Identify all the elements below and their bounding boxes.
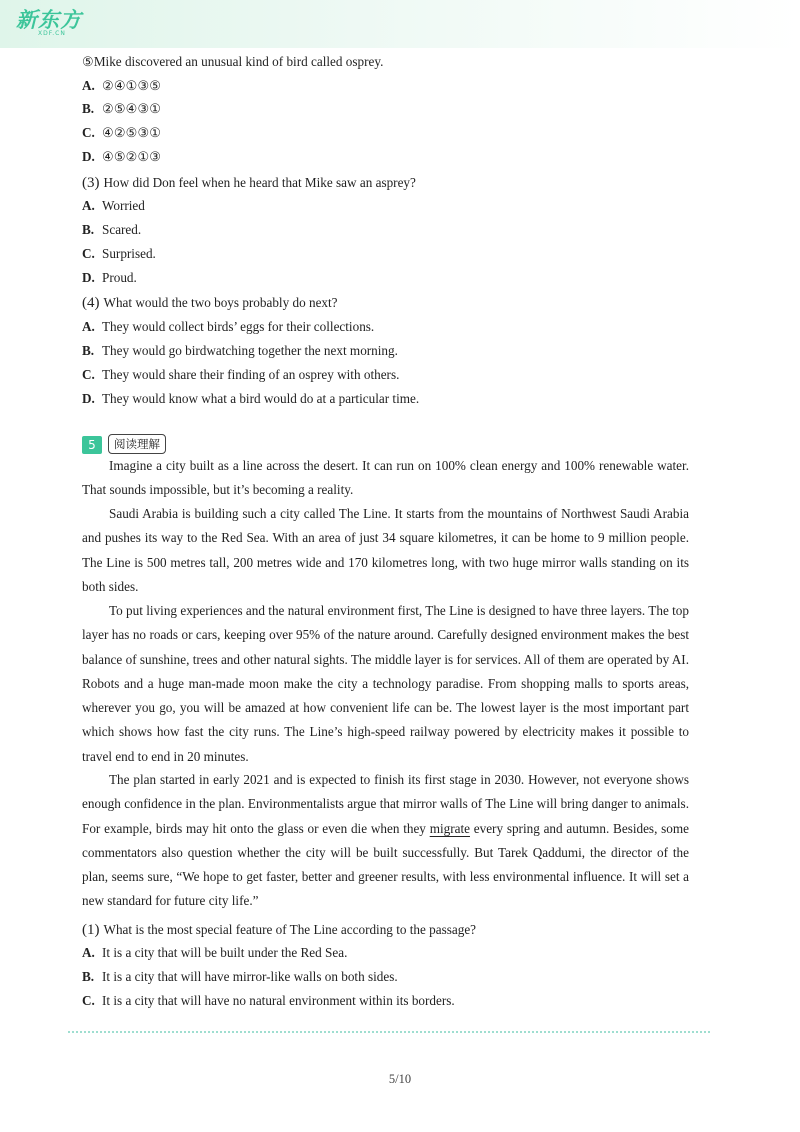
option-letter: D. (82, 149, 95, 164)
option-text: ④②⑤③① (102, 125, 162, 140)
section-type-tag: 阅读理解 (108, 434, 166, 454)
paragraph-text: The plan started in early 2021 and is expected to finish its first stage in 2030. However, not everyone shows enough confidence in the plan. Environmentalists argue that mirror walls of The Line will bring danger to animals. For example, birds may hit onto the glass or even die when they (82, 772, 689, 836)
option-letter: B. (82, 222, 95, 237)
option-letter: B. (82, 101, 95, 116)
question-text: How did Don feel when he heard that Mike saw an asprey? (103, 175, 416, 190)
option-letter: A. (82, 198, 95, 213)
footer-divider (68, 1031, 710, 1033)
question-3 (82, 174, 416, 192)
option-text: They would know what a bird would do at a particular time. (102, 391, 420, 406)
option-letter: A. (82, 319, 95, 334)
option-text: It is a city that will have no natural environment within its borders. (102, 993, 455, 1008)
option-text: Scared. (102, 222, 142, 237)
option-letter: C. (82, 993, 95, 1008)
q4-option-c (82, 366, 399, 384)
prev-option-a (82, 77, 161, 95)
option-letter: D. (82, 270, 95, 285)
prev-option-c (82, 124, 161, 142)
option-text: ④⑤②①③ (102, 149, 162, 164)
passage-paragraph-3: To put living experiences and the natural environment first, The Line is designed to have three layers. The top layer has no roads or cars, keeping over 95% of the nature around. Carefully designed environment makes the best balance of sunshine, trees and other natural sights. The middle layer is for services. All of them are operated by AI. Robots and a huge man-made moon make the city a technology paradise. From shopping malls to sports areas, wherever you go, you will be amazed at how convenient life can be. The lowest layer is the most important part which shows how fast the city runs. The Line’s high-speed railway powered by electricity makes it possible to travel end to end in 20 minutes. (82, 603, 689, 764)
q4-option-a (82, 318, 374, 336)
option-text: It is a city that will have mirror-like walls on both sides. (102, 969, 398, 984)
header-band (0, 0, 800, 48)
passage-paragraph-2: Saudi Arabia is building such a city called The Line. It starts from the mountains of Northwest Saudi Arabia and pushes its way to the Red Sea. With an area of just 34 square kilometres, it can be home to 9 million people. The Line is 500 metres tall, 200 metres wide and 170 kilometres long, with two huge mirror walls standing on its both sides. (82, 506, 689, 594)
question-number: (4) (82, 295, 100, 311)
option-text: Worried (102, 198, 145, 213)
question-number: (3) (82, 175, 100, 191)
question-text: What is the most special feature of The Line according to the passage? (103, 922, 477, 937)
q3-option-d (82, 269, 137, 287)
brand-logo (16, 8, 106, 42)
logo-main-text: 新东方 (16, 8, 82, 32)
statement-5: ⑤Mike discovered an unusual kind of bird called osprey. (82, 54, 384, 69)
option-text: Surprised. (102, 246, 156, 261)
option-text: They would collect birds’ eggs for their collections. (102, 319, 375, 334)
q1-option-c (82, 992, 455, 1010)
logo-sub-text: XDF.CN (38, 30, 66, 37)
question-text: What would the two boys probably do next? (103, 295, 338, 310)
question-1 (82, 921, 476, 939)
q1-option-b (82, 968, 398, 986)
q3-option-b (82, 221, 141, 239)
paragraph-text: every spring and autumn. Besides, some commentators also question whether the city will be built successfully. But Tarek Qaddumi, the director of the plan, seems sure, “We hope to get faster, better and greener results, with less environmental influence. It will set a new standard for future city life.” (82, 820, 689, 909)
option-letter: C. (82, 367, 95, 382)
q3-option-a (82, 197, 145, 215)
option-text: ②④①③⑤ (102, 78, 162, 93)
option-letter: B. (82, 969, 95, 984)
section-number-badge: 5 (82, 436, 102, 454)
option-letter: B. (82, 343, 95, 358)
option-letter: D. (82, 391, 95, 406)
page-number: 5/10 (388, 1072, 412, 1086)
option-text: They would share their finding of an osprey with others. (102, 367, 400, 382)
option-text: They would go birdwatching together the next morning. (102, 343, 398, 358)
option-letter: C. (82, 125, 95, 140)
option-letter: A. (82, 78, 95, 93)
q1-option-a (82, 944, 347, 962)
option-letter: C. (82, 246, 95, 261)
q4-option-b (82, 342, 398, 360)
option-text: ②⑤④③① (102, 101, 162, 116)
question-number: (1) (82, 922, 100, 938)
option-text: It is a city that will be built under the Red Sea. (102, 945, 348, 960)
q4-option-d (82, 390, 419, 408)
q3-option-c (82, 245, 156, 263)
underlined-word: migrate (429, 820, 470, 836)
option-letter: A. (82, 945, 95, 960)
prev-option-b (82, 100, 161, 118)
passage-paragraph-1: Imagine a city built as a line across the desert. It can run on 100% clean energy and 100% renewable water. That sounds impossible, but it’s becoming a reality. (82, 458, 689, 498)
option-text: Proud. (102, 270, 137, 285)
passage-paragraph-4 (82, 768, 689, 914)
prev-option-d (82, 148, 161, 166)
question-4 (82, 294, 338, 312)
